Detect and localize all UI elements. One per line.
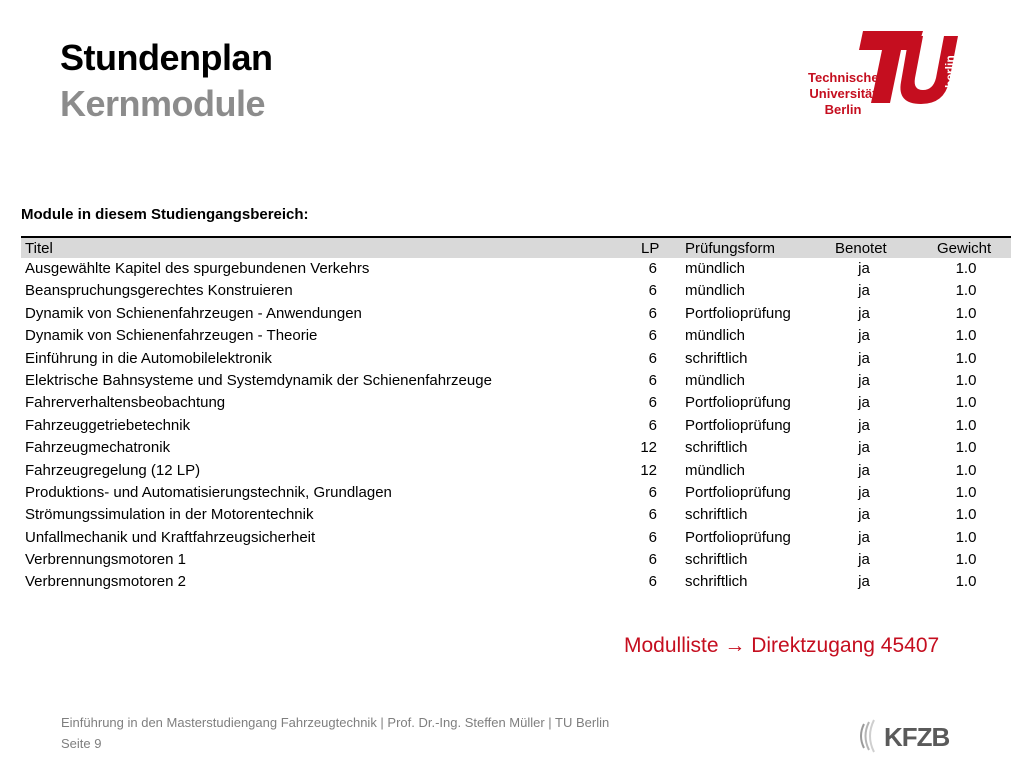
graded-cell: ja xyxy=(858,483,870,501)
graded-cell: ja xyxy=(858,461,870,479)
logo-line-3: Berlin xyxy=(824,102,862,117)
table-row xyxy=(21,370,1011,392)
module-title-cell: Strömungssimulation in der Motorentechnik xyxy=(25,506,314,524)
lp-cell: 6 xyxy=(648,394,657,412)
graded-cell: ja xyxy=(858,327,870,345)
table-row xyxy=(21,571,1011,593)
lp-cell: 6 xyxy=(648,371,657,389)
weight-cell: 1.0 xyxy=(955,327,977,345)
table-header xyxy=(21,236,1011,258)
exam-form-cell: mündlich xyxy=(685,282,746,300)
graded-cell: ja xyxy=(858,506,870,524)
lp-cell: 6 xyxy=(648,551,657,569)
weight-cell: 1.0 xyxy=(955,551,977,569)
module-table xyxy=(21,236,1011,594)
weight-cell: 1.0 xyxy=(955,461,977,479)
table-row xyxy=(21,504,1011,526)
table-row xyxy=(21,482,1011,504)
lp-cell: 6 xyxy=(648,304,657,322)
module-title-cell: Fahrzeugregelung (12 LP) xyxy=(25,461,201,479)
logo-mark-text: berlin xyxy=(943,55,957,88)
column-header-lp: LP xyxy=(641,240,660,257)
slide-subtitle: Kernmodule xyxy=(60,83,266,124)
lp-cell: 6 xyxy=(648,282,657,300)
module-title-cell: Fahrzeugmechatronik xyxy=(25,439,171,457)
weight-cell: 1.0 xyxy=(955,304,977,322)
lp-cell: 6 xyxy=(648,573,657,591)
weight-cell: 1.0 xyxy=(955,528,977,546)
exam-form-cell: mündlich xyxy=(685,327,746,345)
table-row xyxy=(21,460,1011,482)
kfzb-logo xyxy=(860,716,970,756)
exam-form-cell: schriftlich xyxy=(685,573,748,591)
table-row xyxy=(21,549,1011,571)
module-title-cell: Elektrische Bahnsysteme und Systemdynamik der Schienenfahrzeuge xyxy=(25,371,492,389)
lp-cell: 6 xyxy=(648,528,657,546)
table-body xyxy=(21,258,1011,594)
column-header-graded: Benotet xyxy=(835,240,887,257)
table-row xyxy=(21,392,1011,414)
module-title-cell: Produktions- und Automatisierungstechnik, Grundlagen xyxy=(25,483,392,501)
graded-cell: ja xyxy=(858,439,870,457)
module-title-cell: Fahrerverhaltensbeobachtung xyxy=(25,394,226,412)
graded-cell: ja xyxy=(858,394,870,412)
graded-cell: ja xyxy=(858,260,870,277)
exam-form-cell: mündlich xyxy=(685,461,746,479)
weight-cell: 1.0 xyxy=(955,349,977,367)
exam-form-cell: Portfolioprüfung xyxy=(685,416,791,434)
exam-form-cell: mündlich xyxy=(685,371,746,389)
table-row xyxy=(21,258,1011,280)
exam-form-cell: schriftlich xyxy=(685,506,748,524)
weight-cell: 1.0 xyxy=(955,483,977,501)
logo-wordmark xyxy=(808,70,878,118)
graded-cell: ja xyxy=(858,573,870,591)
module-title-cell: Unfallmechanik und Kraftfahrzeugsicherheit xyxy=(25,528,316,546)
footer-text: Einführung in den Masterstudiengang Fahrzeugtechnik | Prof. Dr.-Ing. Steffen Müller | TU Berlin xyxy=(61,715,610,730)
kfzb-logo-text: KFZB xyxy=(884,722,950,752)
module-title-cell: Einführung in die Automobilelektronik xyxy=(25,349,272,367)
module-title-cell: Verbrennungsmotoren 2 xyxy=(25,573,186,591)
column-header-title: Titel xyxy=(25,240,53,257)
exam-form-cell: schriftlich xyxy=(685,439,748,457)
column-header-exam: Prüfungsform xyxy=(685,240,776,257)
exam-form-cell: schriftlich xyxy=(685,349,748,367)
weight-cell: 1.0 xyxy=(955,282,977,300)
weight-cell: 1.0 xyxy=(955,506,977,524)
exam-form-cell: Portfolioprüfung xyxy=(685,483,791,501)
exam-form-cell: schriftlich xyxy=(685,551,748,569)
lp-cell: 12 xyxy=(640,461,657,479)
table-row xyxy=(21,437,1011,459)
module-title-cell: Verbrennungsmotoren 1 xyxy=(25,551,186,569)
weight-cell: 1.0 xyxy=(955,416,977,434)
graded-cell: ja xyxy=(858,528,870,546)
exam-form-cell: Portfolioprüfung xyxy=(685,394,791,412)
graded-cell: ja xyxy=(858,349,870,367)
module-title-cell: Dynamik von Schienenfahrzeugen - Anwendungen xyxy=(25,304,362,322)
lp-cell: 6 xyxy=(648,349,657,367)
module-title-cell: Dynamik von Schienenfahrzeugen - Theorie xyxy=(25,327,318,345)
slide-title: Stundenplan xyxy=(60,37,273,78)
weight-cell: 1.0 xyxy=(955,260,977,277)
lp-cell: 6 xyxy=(648,260,657,277)
module-title-cell: Beanspruchungsgerechtes Konstruieren xyxy=(25,282,293,300)
table-row xyxy=(21,527,1011,549)
weight-cell: 1.0 xyxy=(955,371,977,389)
lp-cell: 6 xyxy=(648,416,657,434)
graded-cell: ja xyxy=(858,304,870,322)
table-row xyxy=(21,415,1011,437)
table-row xyxy=(21,348,1011,370)
lp-cell: 12 xyxy=(640,439,657,457)
graded-cell: ja xyxy=(858,551,870,569)
column-header-weight: Gewicht xyxy=(937,240,992,257)
graded-cell: ja xyxy=(858,282,870,300)
exam-form-cell: Portfolioprüfung xyxy=(685,528,791,546)
module-list-note: Modulliste → Direktzugang 45407 xyxy=(624,634,940,657)
table-row xyxy=(21,280,1011,302)
logo-line-2: Universität xyxy=(809,86,877,101)
lp-cell: 6 xyxy=(648,483,657,501)
graded-cell: ja xyxy=(858,416,870,434)
module-title-cell: Fahrzeuggetriebetechnik xyxy=(25,416,191,434)
table-row xyxy=(21,303,1011,325)
logo-line-1: Technische xyxy=(808,70,879,85)
lp-cell: 6 xyxy=(648,506,657,524)
module-title-cell: Ausgewählte Kapitel des spurgebundenen Verkehrs xyxy=(25,260,370,277)
page-number: Seite 9 xyxy=(61,736,102,751)
weight-cell: 1.0 xyxy=(955,394,977,412)
table-heading: Module in diesem Studiengangsbereich: xyxy=(21,206,309,223)
table-row xyxy=(21,325,1011,347)
weight-cell: 1.0 xyxy=(955,439,977,457)
weight-cell: 1.0 xyxy=(955,573,977,591)
exam-form-cell: Portfolioprüfung xyxy=(685,304,791,322)
exam-form-cell: mündlich xyxy=(685,260,746,277)
lp-cell: 6 xyxy=(648,327,657,345)
graded-cell: ja xyxy=(858,371,870,389)
